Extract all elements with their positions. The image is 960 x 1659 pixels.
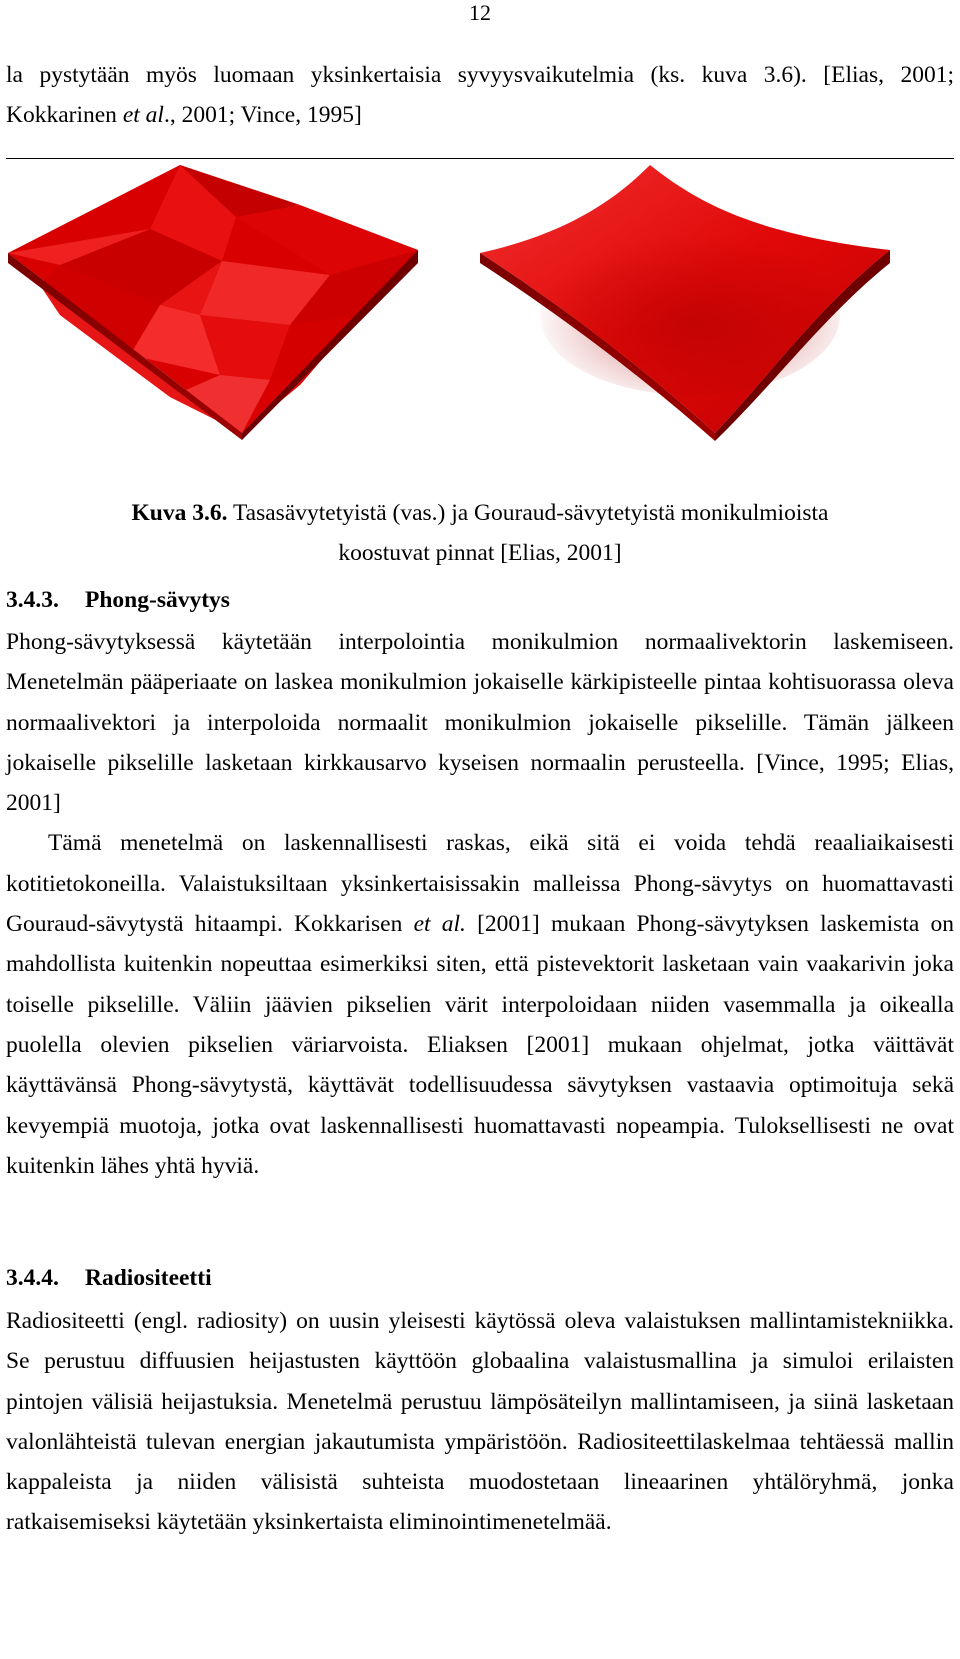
caption-line-1: Tasasävytetyistä (vas.) ja Gouraud-sävytetyistä monikulmioista: [227, 500, 829, 526]
caption-line-2: koostuvat pinnat [Elias, 2001]: [338, 540, 622, 566]
intro-paragraph: [6, 55, 954, 136]
paragraph: Phong-sävytyksessä käytetään interpolointia monikulmion normaalivektorin laskemiseen. Menetelmän pääperiaate on laskea monikulmion jokaiselle kärkipisteelle pintaa kohtisuorassa oleva normaalivektori ja interpoloida normaalit monikulmion jokaiselle pikselille. Tämän jälkeen jokaiselle pikselille lasketaan kirkkausarvo kyseisen normaalin perusteella. [Vince, 1995; Elias, 2001]: [6, 629, 954, 817]
figure-3-6: [0, 165, 960, 475]
figure-caption: [6, 493, 954, 573]
section-3-4-3-body: [6, 622, 954, 1186]
section-heading-3-4-3: [6, 580, 954, 620]
intro-et-al: et al: [122, 102, 164, 129]
section-number: 3.4.3.: [6, 587, 59, 613]
intro-text-1: la pystytään myös luomaan yksinkertaisia syvyysvaikutelmia (ks. kuva 3.6). [Elias, 2001; Kokkarinen: [6, 62, 954, 129]
figure-surfaces: [0, 165, 960, 475]
et-al: et al.: [413, 911, 466, 938]
paragraph: [6, 823, 954, 1186]
section-number: 3.4.4.: [6, 1265, 59, 1291]
flat-shaded-surface: [8, 165, 418, 440]
page-number: 12: [469, 0, 491, 25]
paragraph-text: Tämä menetelmä on laskennallisesti raskas, eikä sitä ei voida tehdä reaaliaikaisesti kotitietokoneilla. Valaistuksiltaan yksinkertaisissakin malleissa Phong-sävytys on huomattavasti Gouraud-sävytystä hitaampi. Kokkarisen: [6, 830, 954, 938]
intro-text-2: ., 2001; Vince, 1995]: [163, 102, 362, 129]
section-title: Radiositeetti: [85, 1265, 212, 1291]
section-heading-3-4-4: [6, 1258, 954, 1298]
caption-label: Kuva 3.6.: [131, 500, 228, 526]
paragraph-text: [2001] mukaan Phong-sävytyksen laskemista on mahdollista kuitenkin nopeuttaa esimerkiksi siten, että pistevektorit lasketaan vain vaakarivin joka toiselle pikselille. Väliin jäävien pikselien värit interpoloidaan niiden vasemmalla ja oikealla puolella olevien pikselien väriarvoista. Eliaksen [2001] mukaan ohjelmat, jotka väittävät käyttävänsä Phong-sävytystä, käyttävät todellisuudessa sävytyksen vastaavia optimoituja sekä kevyempiä muotoja, jotka ovat laskennallisesti huomattavasti nopeampia. Tuloksellisesti ne ovat kuitenkin lähes yhtä hyviä.: [6, 911, 954, 1179]
section-3-4-4-body: [6, 1301, 954, 1543]
gouraud-shaded-surface: [480, 165, 890, 441]
section-title: Phong-sävytys: [85, 587, 230, 613]
figure-top-rule: [6, 158, 954, 159]
paragraph: Radiositeetti (engl. radiosity) on uusin yleisesti käytössä oleva valaistuksen mallintamistekniikka. Se perustuu diffuusien heijastusten käyttöön globaalina valaistusmallina ja simuloi erilaisten pintojen välisiä heijastuksia. Menetelmä perustuu lämpösäteilyn mallintamiseen, ja siinä lasketaan valonlähteistä tulevan energian jakautumista ympäristöön. Radiositeettilaskelmaa tehtäessä mallin kappaleista ja niiden välisistä suhteista muodostetaan lineaarinen yhtälöryhmä, jonka ratkaisemiseksi käytetään yksinkertaista eliminointimenetelmää.: [6, 1308, 954, 1536]
